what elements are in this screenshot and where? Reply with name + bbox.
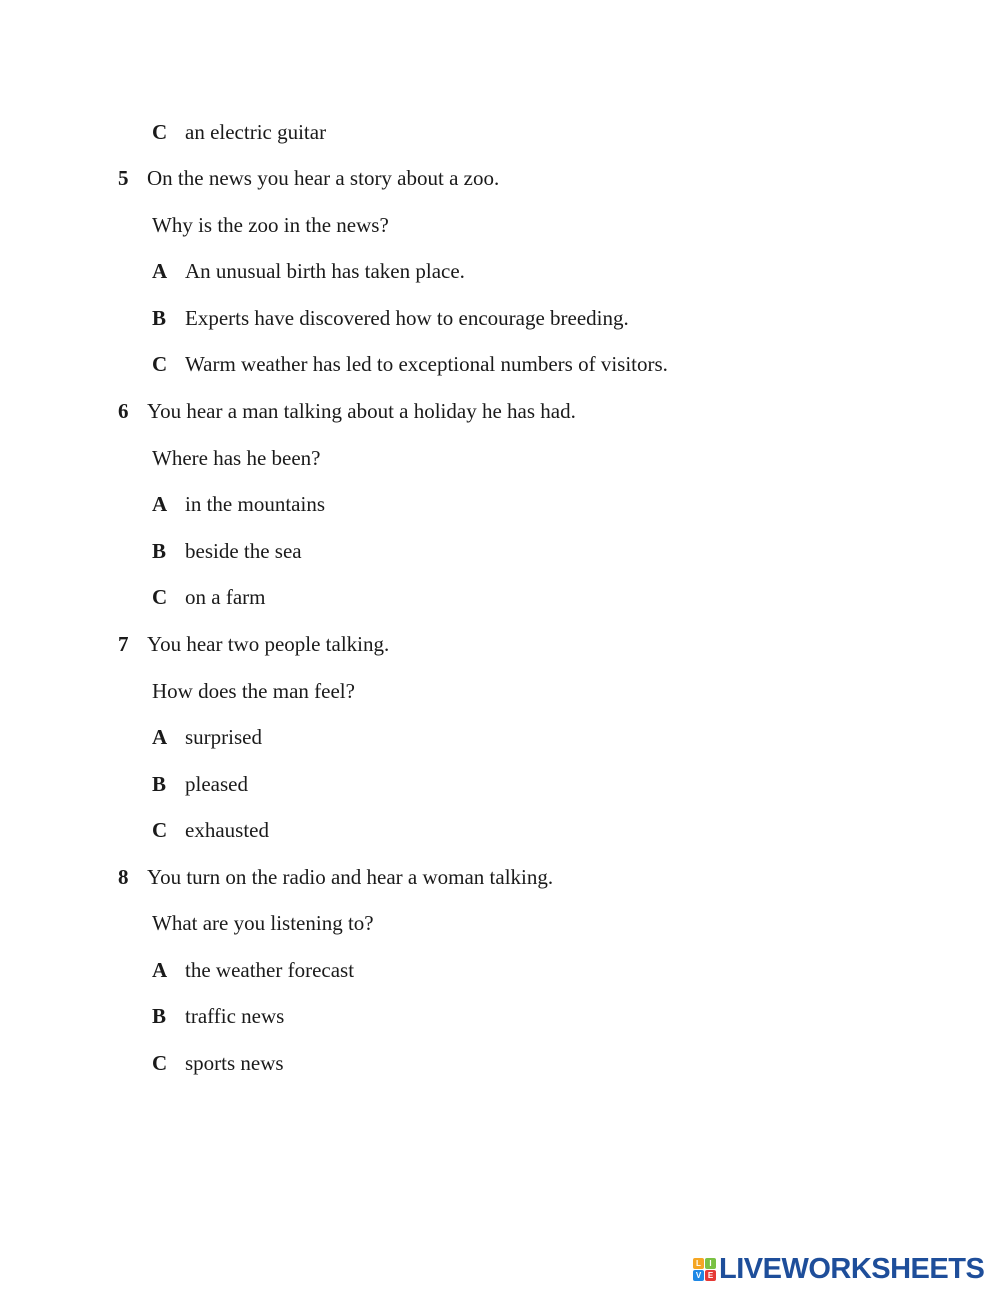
option-8c[interactable] [152, 1051, 284, 1075]
option-6b[interactable] [152, 539, 302, 563]
option-letter: A [152, 725, 168, 749]
question-6-stem: Where has he been? [152, 446, 321, 470]
liveworksheets-logo-icon: L I V E [693, 1258, 716, 1281]
question-7 [118, 632, 389, 656]
option-8b[interactable] [152, 1004, 284, 1028]
option-text: pleased [185, 772, 248, 796]
option-text: in the mountains [185, 492, 325, 516]
question-7-stem: How does the man feel? [152, 679, 355, 703]
option-letter: C [152, 818, 168, 842]
option-text: sports news [185, 1051, 284, 1075]
option-7c[interactable] [152, 818, 269, 842]
question-number: 5 [118, 166, 129, 190]
question-text: On the news you hear a story about a zoo. [147, 166, 500, 190]
option-text: An unusual birth has taken place. [185, 259, 465, 283]
option-text: surprised [185, 725, 262, 749]
question-number: 6 [118, 399, 129, 423]
question-8 [118, 865, 553, 889]
question-text: You hear two people talking. [147, 632, 390, 656]
option-6c[interactable] [152, 585, 265, 609]
option-letter: A [152, 958, 168, 982]
option-text: exhausted [185, 818, 269, 842]
option-5a[interactable] [152, 259, 465, 283]
option-6a[interactable] [152, 492, 325, 516]
option-text: on a farm [185, 585, 266, 609]
option-letter: A [152, 259, 168, 283]
option-8a[interactable] [152, 958, 354, 982]
option-5c[interactable] [152, 352, 668, 376]
question-5-stem: Why is the zoo in the news? [152, 213, 389, 237]
question-number: 8 [118, 865, 129, 889]
option-letter: B [152, 539, 167, 563]
option-text: an electric guitar [185, 120, 327, 144]
question-6 [118, 399, 576, 423]
question-number: 7 [118, 632, 129, 656]
option-7a[interactable] [152, 725, 262, 749]
option-4c[interactable] [152, 120, 326, 144]
option-letter: C [152, 1051, 168, 1075]
option-7b[interactable] [152, 772, 248, 796]
option-letter: B [152, 306, 167, 330]
option-5b[interactable] [152, 306, 629, 330]
option-text: the weather forecast [185, 958, 355, 982]
option-letter: C [152, 585, 168, 609]
question-8-stem: What are you listening to? [152, 911, 374, 935]
question-5 [118, 166, 499, 190]
question-text: You hear a man talking about a holiday he has had. [147, 399, 576, 423]
option-letter: B [152, 772, 167, 796]
option-text: Warm weather has led to exceptional numbers of visitors. [185, 352, 668, 376]
option-text: Experts have discovered how to encourage breeding. [185, 306, 629, 330]
option-letter: C [152, 352, 168, 376]
option-letter: C [152, 120, 168, 144]
liveworksheets-logo [693, 1254, 984, 1284]
logo-text: LIVEWORKSHEETS [719, 1252, 985, 1285]
option-letter: B [152, 1004, 167, 1028]
option-text: beside the sea [185, 539, 302, 563]
question-text: You turn on the radio and hear a woman talking. [147, 865, 554, 889]
option-text: traffic news [185, 1004, 285, 1028]
option-letter: A [152, 492, 168, 516]
